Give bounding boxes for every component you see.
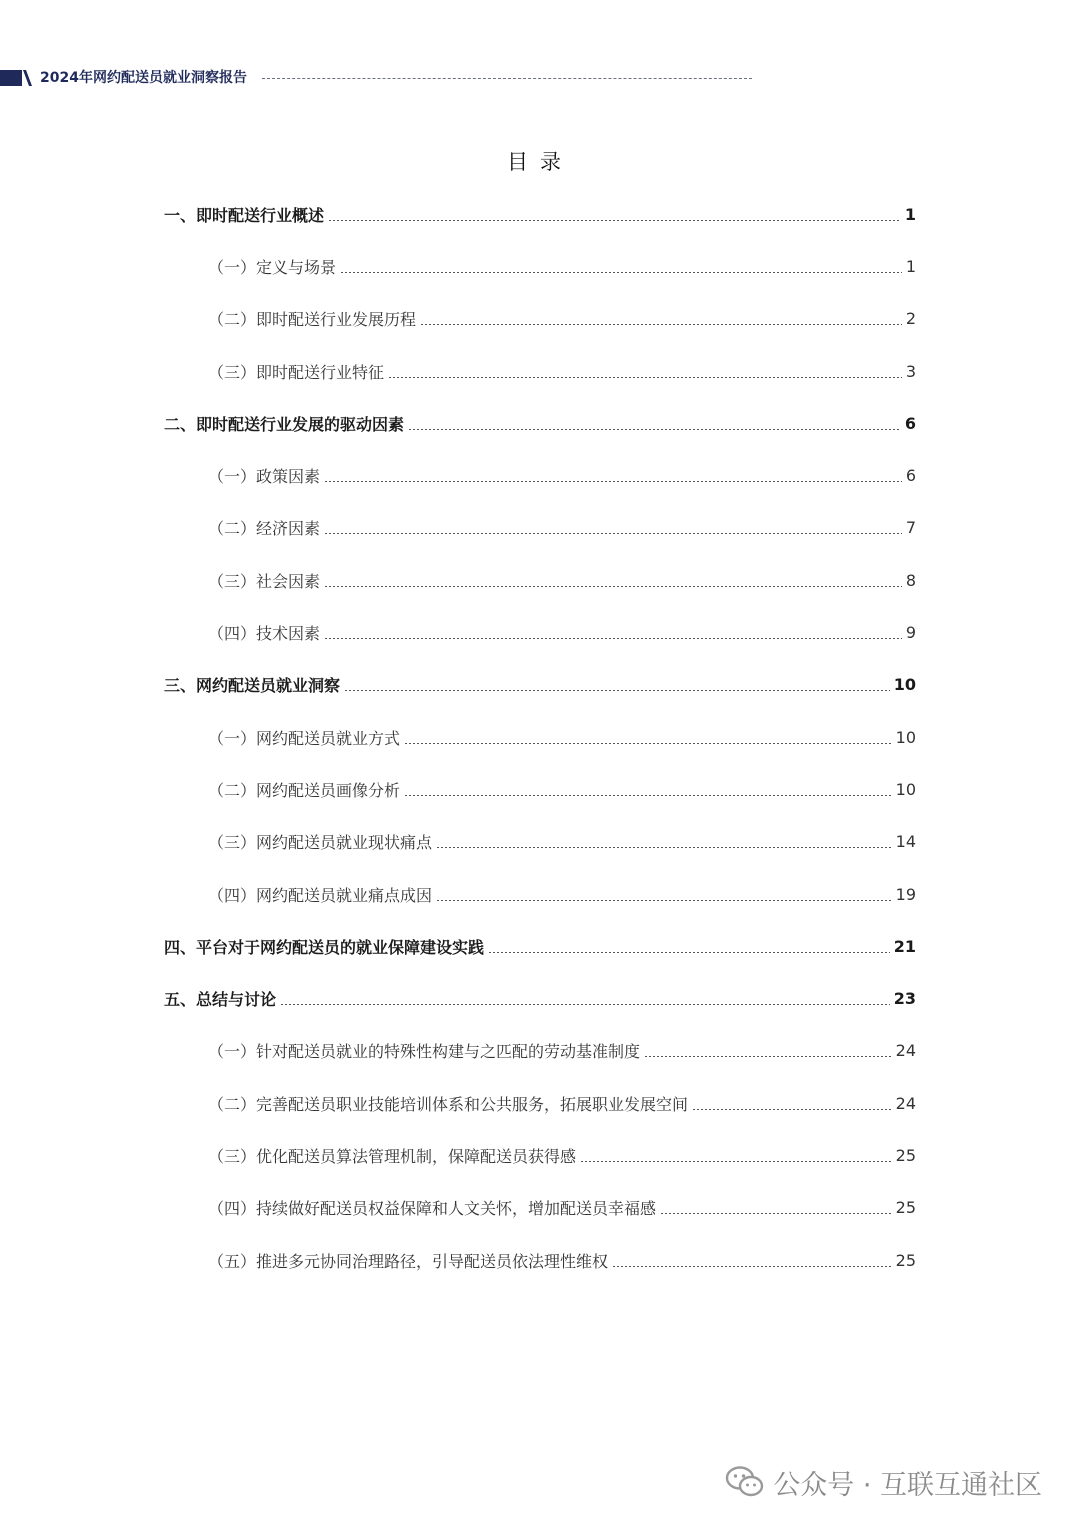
toc-entry-label: 三、网约配送员就业洞察 (164, 676, 341, 696)
page-header (0, 68, 760, 88)
toc-page-number: 1 (904, 204, 916, 224)
toc-entry-label: 二、即时配送行业发展的驱动因素 (164, 414, 405, 434)
toc-entry-label: （三）即时配送行业特征 (208, 362, 385, 382)
toc-page-number: 6 (904, 413, 916, 433)
report-logo-mark (0, 68, 34, 88)
toc-dot-leader (580, 1161, 892, 1162)
toc-entry-label: （二）经济因素 (208, 519, 321, 539)
toc-entry-label: （三）社会因素 (208, 571, 321, 591)
toc-section-entry[interactable] (164, 606, 916, 658)
toc-dot-leader (324, 481, 902, 482)
toc-dot-leader (436, 900, 892, 901)
toc-section-entry[interactable] (164, 1129, 916, 1181)
toc-page-number: 24 (895, 1093, 916, 1113)
toc-dot-leader (404, 743, 892, 744)
toc-entry-label: （四）网约配送员就业痛点成因 (208, 885, 433, 905)
toc-page-number: 25 (895, 1198, 916, 1218)
toc-entry-label: （二）即时配送行业发展历程 (208, 310, 417, 330)
toc-section-entry[interactable] (164, 449, 916, 501)
toc-section-entry[interactable] (164, 816, 916, 868)
watermark-text: 公众号 · 互联互通社区 (773, 1469, 1042, 1501)
toc-entry-label: （四）技术因素 (208, 624, 321, 644)
toc-page-number: 10 (895, 727, 916, 747)
toc-section-entry[interactable] (164, 711, 916, 763)
toc-dot-leader (408, 429, 901, 430)
toc-dot-leader (324, 638, 902, 639)
toc-dot-leader (660, 1213, 892, 1214)
toc-page-number: 10 (895, 779, 916, 799)
toc-page-number: 19 (895, 884, 916, 904)
toc-dot-leader (388, 377, 902, 378)
toc-entry-label: （一）定义与场景 (208, 257, 337, 277)
toc-entry-label: （一）网约配送员就业方式 (208, 728, 401, 748)
toc-entry-label: （三）优化配送员算法管理机制，保障配送员获得感 (208, 1146, 577, 1166)
toc-dot-leader (644, 1056, 892, 1057)
toc-section-entry[interactable] (164, 1025, 916, 1077)
report-title: 2024年网约配送员就业洞察报告 (40, 70, 247, 86)
toc-dot-leader (612, 1266, 892, 1267)
toc-page-number: 2 (905, 309, 916, 329)
toc-entry-label: （四）持续做好配送员权益保障和人文关怀，增加配送员幸福感 (208, 1199, 657, 1219)
toc-section-entry[interactable] (164, 240, 916, 292)
toc-chapter-entry[interactable] (164, 972, 916, 1024)
toc-entry-label: 五、总结与讨论 (164, 990, 277, 1010)
toc-dot-leader (280, 1004, 890, 1005)
toc-chapter-entry[interactable] (164, 659, 916, 711)
wechat-icon (725, 1465, 765, 1499)
toc-chapter-entry[interactable] (164, 188, 916, 240)
toc-page-number: 7 (905, 518, 916, 538)
toc-dot-leader (340, 272, 902, 273)
toc-entry-label: 四、平台对于网约配送员的就业保障建设实践 (164, 937, 485, 957)
toc-dot-leader (324, 533, 902, 534)
toc-dot-leader (420, 324, 902, 325)
toc-page-number: 25 (895, 1250, 916, 1270)
toc-page-number: 9 (905, 623, 916, 643)
toc-page-number: 14 (895, 832, 916, 852)
toc-section-entry[interactable] (164, 293, 916, 345)
toc-section-entry[interactable] (164, 1077, 916, 1129)
toc-section-entry[interactable] (164, 763, 916, 815)
toc-page-number: 6 (905, 466, 916, 486)
header-divider (262, 78, 752, 79)
toc-entry-label: （三）网约配送员就业现状痛点 (208, 833, 433, 853)
toc-dot-leader (344, 690, 890, 691)
toc-chapter-entry[interactable] (164, 920, 916, 972)
toc-page-number: 10 (893, 675, 916, 695)
toc-section-entry[interactable] (164, 1234, 916, 1286)
toc-dot-leader (404, 795, 892, 796)
table-of-contents (164, 188, 916, 1286)
toc-page-number: 8 (905, 570, 916, 590)
toc-dot-leader (328, 220, 901, 221)
toc-entry-label: （一）针对配送员就业的特殊性构建与之匹配的劳动基准制度 (208, 1042, 641, 1062)
toc-dot-leader (324, 586, 902, 587)
toc-section-entry[interactable] (164, 868, 916, 920)
toc-section-entry[interactable] (164, 1182, 916, 1234)
toc-dot-leader (436, 847, 892, 848)
toc-entry-label: （二）网约配送员画像分析 (208, 780, 401, 800)
toc-section-entry[interactable] (164, 345, 916, 397)
toc-entry-label: 一、即时配送行业概述 (164, 205, 325, 225)
toc-entry-label: （二）完善配送员职业技能培训体系和公共服务，拓展职业发展空间 (208, 1094, 689, 1114)
toc-section-entry[interactable] (164, 502, 916, 554)
toc-entry-label: （一）政策因素 (208, 467, 321, 487)
wechat-watermark (725, 1462, 1042, 1502)
toc-page-number: 23 (893, 989, 916, 1009)
toc-page-number: 3 (905, 361, 916, 381)
toc-entry-label: （五）推进多元协同治理路径，引导配送员依法理性维权 (208, 1251, 609, 1271)
toc-section-entry[interactable] (164, 554, 916, 606)
toc-page-number: 24 (895, 1041, 916, 1061)
toc-page-number: 1 (905, 256, 916, 276)
toc-dot-leader (488, 952, 890, 953)
toc-chapter-entry[interactable] (164, 397, 916, 449)
toc-page-number: 25 (895, 1145, 916, 1165)
toc-page-number: 21 (893, 936, 916, 956)
toc-title: 目录 (507, 150, 573, 174)
toc-dot-leader (692, 1109, 892, 1110)
